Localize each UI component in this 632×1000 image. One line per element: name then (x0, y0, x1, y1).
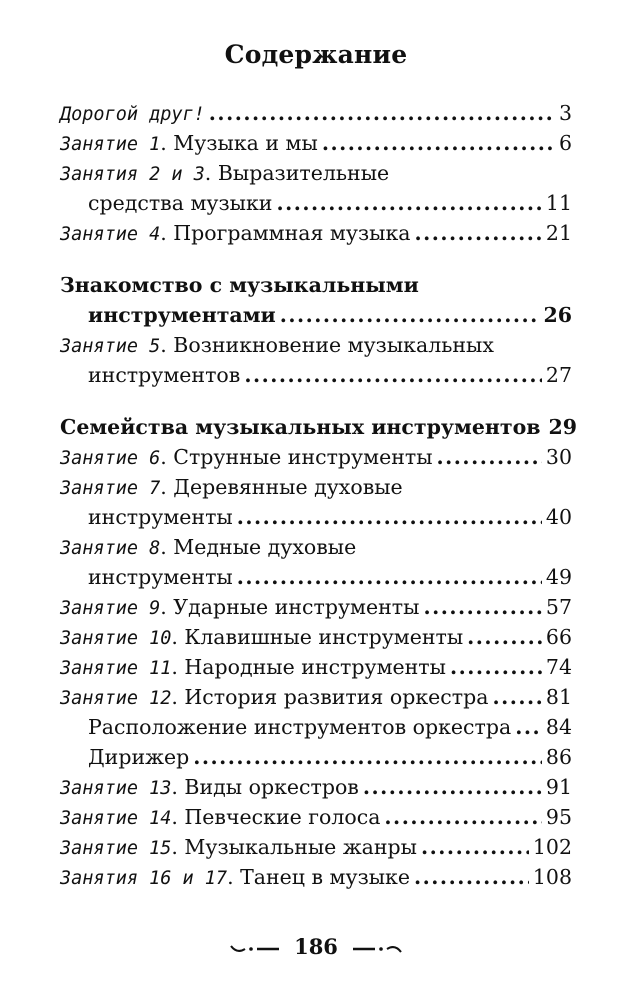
page-ref: 6 (558, 131, 572, 155)
page-footer (0, 934, 632, 959)
toc-entry-title: . Программная музыка (160, 221, 411, 245)
toc-line-continued (60, 502, 572, 532)
dot-leader (467, 622, 542, 652)
toc-entry-title: . Клавишные инструменты (171, 625, 464, 649)
toc-entry-label (60, 412, 541, 442)
toc-entry (60, 98, 572, 128)
toc-entry (60, 472, 572, 532)
toc-entry (60, 652, 572, 682)
lesson-number: Занятие 6 (60, 448, 161, 469)
lesson-number: Занятие 9 (60, 598, 161, 619)
page-ref: 27 (545, 363, 572, 387)
dot-leader (384, 802, 541, 832)
dot-leader (414, 862, 529, 892)
toc-line (60, 412, 578, 442)
toc-line (60, 98, 572, 128)
toc-entry-label (60, 682, 488, 714)
toc-entry-label (60, 532, 356, 564)
page-ref: 21 (545, 221, 572, 245)
dot-leader (276, 188, 541, 218)
toc-line (60, 802, 572, 832)
toc-entry-label (60, 270, 419, 300)
lesson-number: Занятие 14 (60, 808, 172, 829)
lesson-number: Занятие 7 (60, 478, 161, 499)
toc-entry-label (60, 802, 380, 834)
dot-leader (237, 562, 542, 592)
page-ref: 29 (548, 415, 578, 439)
toc-entry-label (60, 158, 389, 190)
toc-entry-title: . Деревянные духовые (160, 475, 403, 499)
dot-leader (414, 218, 541, 248)
lesson-number: Занятие 11 (60, 658, 172, 679)
lesson-number: Занятие 8 (60, 538, 161, 559)
toc-entry-continuation: средства музыки (88, 191, 273, 215)
page-title: Содержание (224, 40, 408, 69)
toc-entry-label (60, 622, 463, 654)
toc-line (60, 472, 572, 502)
toc-line-continued (60, 562, 572, 592)
toc-line (60, 532, 572, 562)
dot-leader (244, 360, 542, 390)
toc-entry (60, 128, 572, 158)
dot-leader (363, 772, 542, 802)
toc-entry (60, 742, 572, 772)
toc-line (60, 218, 572, 248)
toc-entry-label (60, 472, 403, 504)
toc-entry (60, 862, 572, 892)
dot-leader (492, 682, 541, 712)
toc-line (60, 832, 572, 862)
toc-entry (60, 218, 572, 248)
table-of-contents (60, 98, 578, 892)
toc-entry-continuation: инструментов (88, 363, 241, 387)
page-ref: 95 (545, 805, 572, 829)
lesson-number: Занятия 16 и 17 (60, 868, 228, 889)
left-ornament-icon (229, 942, 281, 956)
dot-leader (209, 98, 555, 128)
dot-leader (515, 712, 542, 742)
dot-leader (237, 502, 542, 532)
section-gap (60, 248, 572, 270)
page-ref: 3 (558, 101, 572, 125)
dot-leader (280, 300, 540, 330)
toc-line (60, 712, 572, 742)
page-ref: 26 (543, 303, 572, 327)
toc-entry-title: . Ударные инструменты (160, 595, 420, 619)
toc-entry (60, 270, 572, 330)
toc-line (60, 158, 572, 188)
toc-entry-title: Знакомство с музыкальными (60, 273, 419, 297)
toc-entry-label (88, 712, 511, 742)
toc-line (60, 128, 572, 158)
page-number: 186 (294, 934, 338, 959)
toc-entry-title: . Народные инструменты (171, 655, 446, 679)
toc-entry-label (60, 592, 419, 624)
toc-entry-label (60, 862, 410, 894)
toc-entry-title: . Певческие голоса (171, 805, 381, 829)
right-ornament-icon (351, 942, 403, 956)
toc-entry-label (60, 442, 433, 474)
toc-entry-title: . Выразительные (204, 161, 390, 185)
toc-entry-title: . Танец в музыке (227, 865, 411, 889)
page-ref: 108 (532, 865, 572, 889)
toc-line (60, 652, 572, 682)
lesson-number: Занятие 13 (60, 778, 172, 799)
toc-line (60, 742, 572, 772)
toc-entry-title: Расположение инструментов оркестра (88, 715, 512, 739)
toc-entry-title: . Медные духовые (160, 535, 357, 559)
toc-entry (60, 592, 572, 622)
toc-line (60, 682, 572, 712)
dot-leader (423, 592, 541, 622)
page-ref: 86 (545, 745, 572, 769)
toc-entry-label (60, 98, 205, 130)
lesson-number: Занятие 1 (60, 134, 161, 155)
page-ref: 57 (545, 595, 572, 619)
toc-entry-label (60, 128, 318, 160)
toc-line (60, 622, 572, 652)
dot-leader (193, 742, 542, 772)
page-ref: 102 (532, 835, 572, 859)
toc-entry-title: Дирижер (88, 745, 190, 769)
toc-entry-continuation: инструменты (88, 505, 233, 529)
toc-entry-continuation: инструменты (88, 565, 233, 589)
toc-line-continued (60, 300, 572, 330)
lesson-number: Занятие 15 (60, 838, 172, 859)
toc-entry-title: . Виды оркестров (171, 775, 359, 799)
toc-entry-title: . Возникновение музыкальных (160, 333, 494, 357)
lesson-number: Занятия 2 и 3 (60, 164, 205, 185)
page-ref: 81 (545, 685, 572, 709)
page-ref: 40 (545, 505, 572, 529)
toc-entry (60, 622, 572, 652)
section-gap (60, 390, 572, 412)
toc-line (60, 330, 572, 360)
toc-line-continued (60, 360, 572, 390)
toc-entry-title: . Музыкальные жанры (171, 835, 418, 859)
toc-entry (60, 832, 572, 862)
toc-entry (60, 412, 578, 442)
toc-line (60, 772, 572, 802)
page-ref: 11 (545, 191, 572, 215)
toc-entry-title: . История развития оркестра (171, 685, 489, 709)
toc-entry-label (60, 218, 410, 250)
dot-leader (437, 442, 542, 472)
page-ref: 66 (545, 625, 572, 649)
page-ref: 91 (545, 775, 572, 799)
toc-entry (60, 682, 572, 712)
dot-leader (322, 128, 555, 158)
toc-entry-label (60, 832, 417, 864)
page-ref: 30 (545, 445, 572, 469)
toc-entry-label (60, 652, 446, 684)
toc-entry (60, 772, 572, 802)
toc-entry-label (88, 742, 189, 772)
toc-entry-label (60, 330, 494, 362)
lesson-number: Занятие 5 (60, 336, 161, 357)
toc-line (60, 270, 572, 300)
dot-leader (450, 652, 542, 682)
toc-entry-title: Семейства музыкальных инструментов (60, 415, 541, 439)
dot-leader (421, 832, 529, 862)
lesson-number: Занятие 4 (60, 224, 161, 245)
toc-entry-continuation: инструментами (88, 303, 276, 327)
toc-entry-title: . Музыка и мы (160, 131, 318, 155)
toc-entry (60, 158, 572, 218)
toc-entry-label (60, 772, 359, 804)
lesson-number: Дорогой друг! (60, 104, 205, 125)
toc-entry (60, 712, 572, 742)
toc-entry (60, 532, 572, 592)
toc-line (60, 592, 572, 622)
page-ref: 74 (545, 655, 572, 679)
page-ref: 49 (545, 565, 572, 589)
toc-entry (60, 442, 572, 472)
toc-entry (60, 802, 572, 832)
toc-line (60, 862, 572, 892)
lesson-number: Занятие 10 (60, 628, 172, 649)
lesson-number: Занятие 12 (60, 688, 172, 709)
toc-entry-title: . Струнные инструменты (160, 445, 433, 469)
toc-line-continued (60, 188, 572, 218)
toc-entry (60, 330, 572, 390)
toc-line (60, 442, 572, 472)
page-ref: 84 (545, 715, 572, 739)
